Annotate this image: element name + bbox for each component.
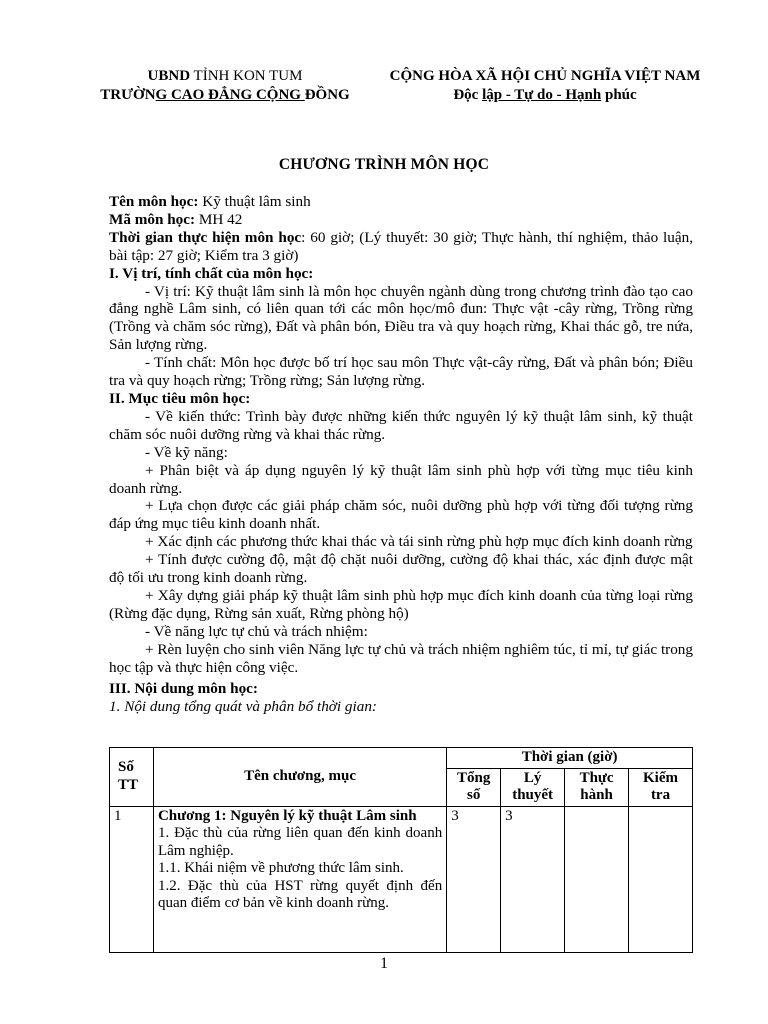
document-body (109, 193, 693, 716)
paragraph: + Phân biệt và áp dụng nguyên lý kỹ thuật lâm sinh phù hợp với từng mục tiêu kinh doanh rừng. (109, 461, 693, 497)
national-motto: Độc lập - Tự do - Hạnh phúc (453, 87, 637, 103)
table-row (110, 806, 693, 952)
paragraph: + Xác định các phương thức khai thác và tái sinh rừng phù hợp mục đích kinh doanh rừng (145, 533, 693, 551)
paragraph: + Lựa chọn được các giải pháp chăm sóc, nuôi dưỡng phù hợp với từng đối tượng rừng đáp ứng mục tiêu kinh doanh nhất. (109, 497, 693, 533)
header-left (80, 67, 370, 105)
content-table (109, 747, 693, 953)
paragraph: - Tính chất: Môn học được bố trí học sau môn Thực vật-cây rừng, Đất và phân bón; Điều tra và quy hoạch rừng; Trồng rừng; Sản lượng rừng. (109, 354, 693, 390)
header-total: Tổng số (447, 768, 501, 806)
page-number: 1 (380, 955, 388, 972)
header-right (370, 67, 720, 105)
section-1-heading: I. Vị trí, tính chất của môn học: (109, 264, 314, 282)
row-content (153, 806, 446, 952)
subject-name: Tên môn học: Kỹ thuật lâm sinh (109, 193, 311, 210)
school-name: TRƯỜNG CAO ĐẲNG CỘNG ĐỒNG (100, 87, 350, 103)
section-2-heading: II. Mục tiêu môn học: (109, 389, 251, 407)
paragraph: - Về kiến thức: Trình bày được những kiến thức nguyên lý kỹ thuật lâm sinh, kỹ thuật chăm sóc nuôi dưỡng rừng và khai thác rừng. (109, 407, 693, 443)
row-test (629, 806, 693, 952)
header-practice: Thực hành (565, 768, 629, 806)
header-theory: Lý thuyết (501, 768, 565, 806)
subject-code: Mã môn học: MH 42 (109, 210, 243, 228)
header-test: Kiểm tra (629, 768, 693, 806)
section-3-heading: III. Nội dung môn học: (109, 680, 258, 698)
chapter-title: Chương 1: Nguyên lý kỹ thuật Lâm sinh (157, 807, 417, 824)
row-total: 3 (447, 806, 501, 952)
paragraph: + Xây dựng giải pháp kỹ thuật lâm sinh phù hợp mục đích kinh doanh của từng loại rừng (Rừng đặc dụng, Rừng sản xuất, Rừng phòng hộ) (109, 586, 693, 622)
subject-time: Thời gian thực hiện môn học: 60 giờ; (Lý thuyết: 30 giờ; Thực hành, thí nghiệm, thảo luận, bài tập: 27 giờ; Kiểm tra 3 giờ) (109, 228, 693, 264)
header-name: Tên chương, mục (153, 748, 446, 807)
paragraph: - Về kỹ năng: (145, 443, 228, 461)
row-theory: 3 (501, 806, 565, 952)
row-practice (565, 806, 629, 952)
header-time: Thời gian (giờ) (447, 748, 693, 769)
list-item: 1.2. Đặc thù của HST rừng quyết định đến quan điểm cơ bản về kinh doanh rừng. (157, 877, 443, 911)
national-title: CỘNG HÒA XÃ HỘI CHỦ NGHĨA VIỆT NAM (389, 68, 701, 84)
paragraph: + Rèn luyện cho sinh viên Năng lực tự chủ và trách nhiệm nghiêm túc, tỉ mỉ, tự giác trong học tập và thực hiện công việc. (109, 640, 693, 676)
table-header-row (110, 748, 693, 769)
paragraph: + Tính được cường độ, mật độ chặt nuôi dưỡng, cường độ khai thác, xác định được mật độ tối ưu trong kinh doanh rừng. (109, 551, 693, 587)
header-no: Số TT (110, 748, 154, 807)
paragraph: - Vị trí: Kỹ thuật lâm sinh là môn học chuyên ngành dùng trong chương trình đào tạo cao đẳng nghề Lâm sinh, có liên quan tới các môn học/mô đun: Thực vật -cây rừng, Trồng rừng (Trồng và chăm sóc rừng), Đất và phân bón, Điều tra và quy hoạch rừng, Khai thác gỗ, tre nứa, Sản lượng rừng. (109, 282, 693, 354)
paragraph: - Về năng lực tự chủ và trách nhiệm: (145, 622, 368, 640)
row-no: 1 (110, 806, 154, 952)
document-title: CHƯƠNG TRÌNH MÔN HỌC (278, 156, 490, 173)
section-3-subheading: 1. Nội dung tổng quát và phân bổ thời gian: (109, 698, 377, 716)
list-item: 1.1. Khái niệm về phương thức lâm sinh. (157, 860, 404, 876)
list-item: 1. Đặc thù của rừng liên quan đến kinh doanh Lâm nghiệp. (157, 825, 443, 859)
authority-name: UBND TỈNH KON TUM (147, 68, 303, 84)
